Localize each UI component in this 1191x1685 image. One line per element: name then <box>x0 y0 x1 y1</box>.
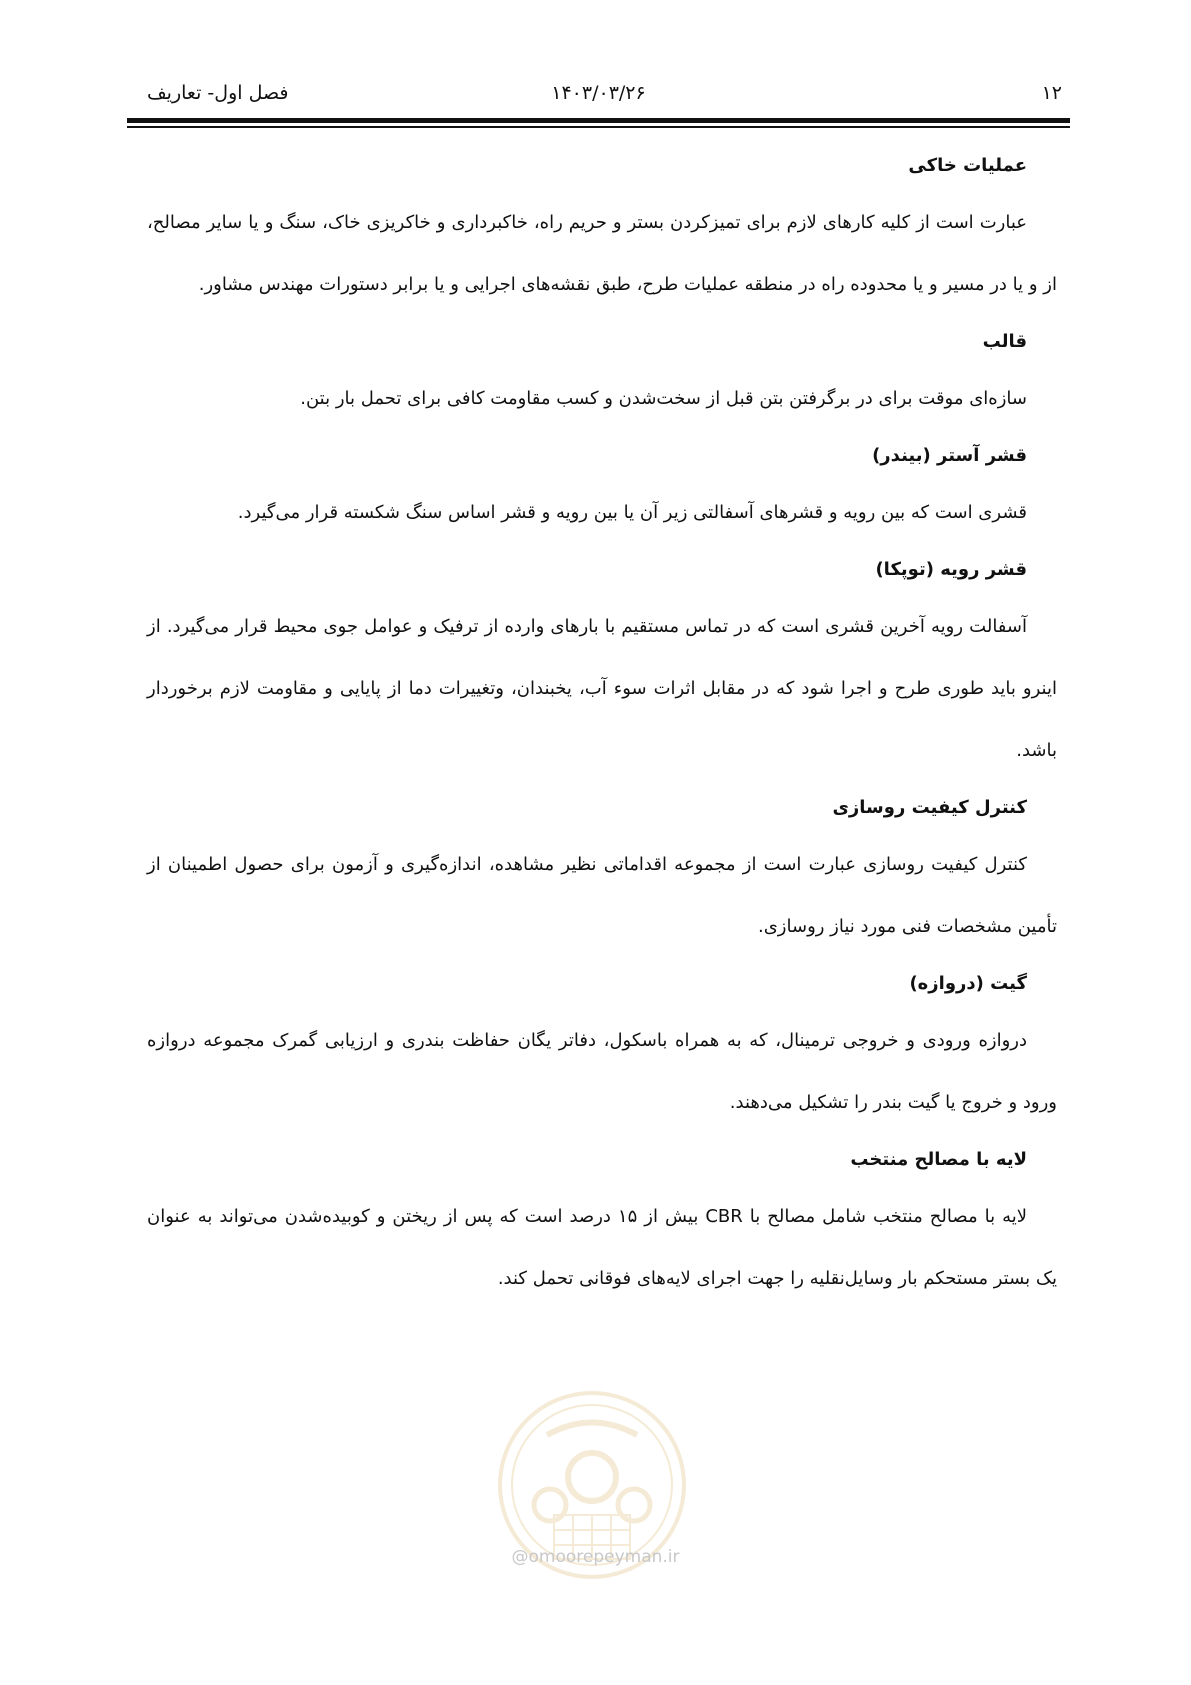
header-date: ۱۴۰۳/۰۳/۲۶ <box>551 82 646 104</box>
section-paragraph: کنترل کیفیت روسازی عبارت است از مجموعه اقداماتی نظیر مشاهده، اندازه‌گیری و آزمون برای حصول اطمینان از تأمین مشخصات فنی مورد نیاز روسازی. <box>147 854 1057 937</box>
section-paragraph: عبارت است از کلیه کارهای لازم برای تمیزکردن بستر و حریم راه، خاکبرداری و خاکریزی خاک، سنگ و یا سایر مصالح، از و یا در مسیر و یا محدوده راه در منطقه عملیات طرح، طبق نقشه‌های اجرایی و یا برابر دستورات مهندس مشاور. <box>147 212 1057 295</box>
watermark-text: @omoorepeyman.ir <box>511 1547 680 1567</box>
page-header <box>127 80 1070 112</box>
section-paragraph: قشری است که بین رویه و قشرهای آسفالتی زیر آن یا بین رویه و قشر اساس سنگ شکسته قرار می‌گیرد. <box>237 502 1027 523</box>
page-number: ۱۲ <box>1041 82 1062 104</box>
section-heading: عملیات خاکی <box>908 155 1027 176</box>
document-body <box>147 140 1057 1310</box>
header-rule-thin <box>127 126 1070 128</box>
section-heading: کنترل کیفیت روسازی <box>832 797 1027 818</box>
section-paragraph: لایه با مصالح منتخب شامل مصالح با CBR بیش از ۱۵ درصد است که پس از ریختن و کوبیده‌شدن می‌تواند به عنوان یک بستر مستحکم بار وسایل‌نقلیه را جهت اجرای لایه‌های فوقانی تحمل کند. <box>147 1206 1057 1289</box>
section-paragraph: دروازه ورودی و خروجی ترمینال، که به همراه باسکول، دفاتر یگان حفاظت بندری و ارزیابی گمرک مجموعه دروازه ورود و خروج یا گیت بندر را تشکیل می‌دهند. <box>147 1030 1057 1113</box>
section-heading: لایه با مصالح منتخب <box>850 1149 1027 1170</box>
section-heading: گیت (دروازه) <box>909 973 1027 994</box>
section-paragraph: آسفالت رویه آخرین قشری است که در تماس مستقیم با بارهای وارده از ترفیک و عوامل جوی محیط قرار می‌گیرد. از اینرو باید طوری طرح و اجرا شود که در مقابل اثرات سوء آب، یخبندان، وتغییرات دما از پایایی و مقاومت لازم برخوردار باشد. <box>147 616 1057 761</box>
header-rule-thick <box>127 118 1070 123</box>
section-paragraph: سازه‌ای موقت برای در برگرفتن بتن قبل از سخت‌شدن و کسب مقاومت کافی برای تحمل بار بتن. <box>300 388 1027 409</box>
section-heading: قالب <box>982 331 1027 352</box>
section-heading: قشر رویه (توپکا) <box>875 559 1027 580</box>
section-heading: قشر آستر (بیندر) <box>872 445 1027 466</box>
chapter-title: فصل اول- تعاریف <box>147 82 289 104</box>
